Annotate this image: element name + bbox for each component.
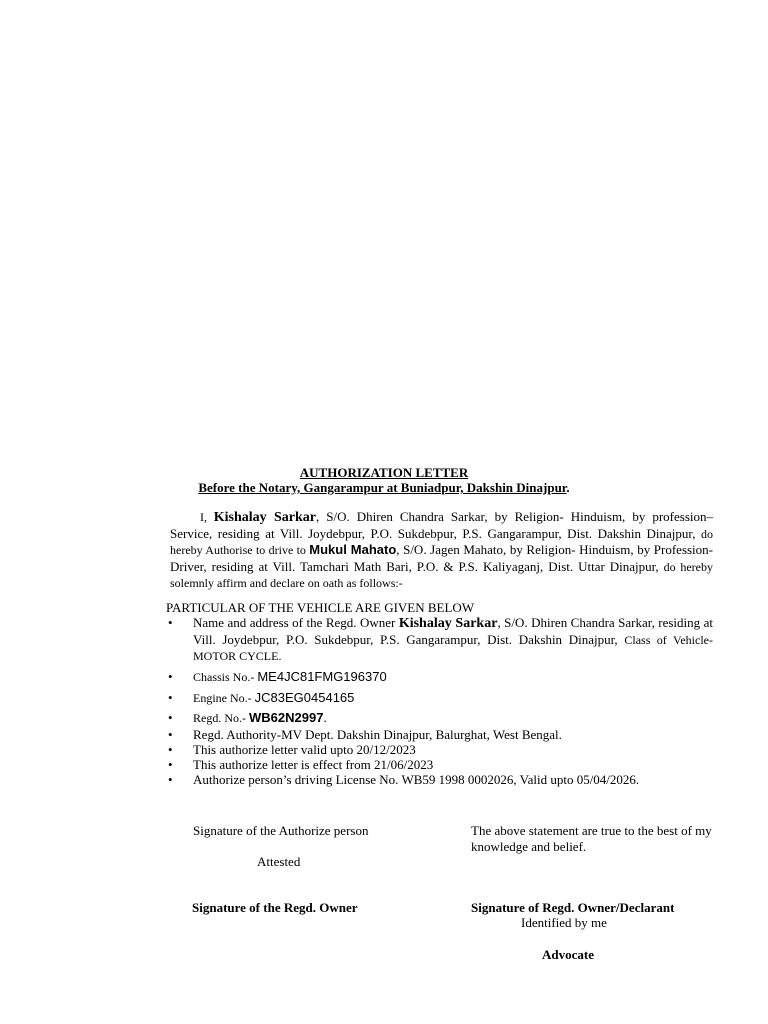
regd-value: WB62N2997 — [249, 709, 324, 725]
bullet-icon: • — [168, 668, 173, 684]
list-item-authority — [166, 727, 713, 742]
subtitle-text: Before the Notary, Gangarampur at Buniadpur, Dakshin Dinajpur — [198, 480, 567, 495]
intro-text-3: do hereby Authorise to drive to — [170, 526, 713, 557]
bullet-icon: • — [168, 756, 173, 772]
bullet-icon: • — [168, 709, 173, 725]
bullet-icon: • — [168, 726, 173, 742]
attested-text: Attested — [257, 854, 301, 869]
list-item-regd — [166, 710, 713, 726]
list-item-engine — [166, 690, 713, 706]
owner-name: Kishalay Sarkar — [213, 510, 316, 525]
bullet-icon: • — [168, 689, 173, 705]
regd-end: . — [323, 709, 327, 725]
owner-item-class: Class of Vehicle- MOTOR CYCLE. — [193, 632, 714, 663]
list-item-effect-from — [166, 757, 713, 772]
license-text: Authorize person’s driving License No. WB59 1998 0002026, Valid upto 05/04/2026. — [193, 771, 640, 787]
intro-text-2: , S/O. Dhiren Chandra Sarkar, by Religion- Hinduism, by profession– Service, residing at Vill. Joydebpur, P.O. Sukdebpur, P.S. Gangarampur, Dist. Dakshin Dinajpur, — [170, 509, 714, 541]
document-subtitle — [0, 480, 768, 496]
list-item-owner — [166, 615, 713, 665]
authority-text: Regd. Authority-MV Dept. Dakshin Dinajpur, Balurghat, West Bengal. — [193, 726, 562, 742]
bullet-icon: • — [168, 771, 173, 787]
bullet-icon: • — [168, 741, 173, 757]
driver-name: Mukul Mahato — [309, 542, 397, 557]
intro-text-1: I, — [200, 510, 214, 524]
intro-text-5: do hereby solemnly affirm and declare on oath as follows:- — [170, 559, 713, 590]
advocate-text: Advocate — [542, 947, 594, 962]
chassis-label: Chassis No.- — [193, 669, 258, 684]
intro-paragraph — [170, 509, 713, 592]
identified-text: Identified by me — [521, 915, 607, 930]
owner-item-text-1: Name and address of the Regd. Owner — [193, 615, 399, 630]
effect-from-text: This authorize letter is effect from 21/06/2023 — [193, 756, 434, 772]
list-item-chassis — [166, 669, 713, 685]
particulars-list — [166, 615, 713, 787]
engine-label: Engine No.- — [193, 690, 255, 705]
intro-text-4: , S/O. Jagen Mahato, by Religion- Hinduism, by Profession- Driver, residing at Vill. Tamchari Math Bari, P.O. & P.S. Kaliyaganj, Dist. Uttar Dinajpur, — [170, 542, 714, 574]
owner-item-text-2: , S/O. Dhiren Chandra Sarkar, residing at Vill. Joydebpur, P.O. Sukdebpur, P.S. Gangarampur, Dist. Dakshin Dinajpur, — [193, 615, 714, 647]
statement-text: The above statement are true to the best of my knowledge and belief. — [471, 823, 712, 854]
list-item-license — [166, 772, 713, 787]
regd-label: Regd. No.- — [193, 710, 249, 725]
signature-owner-declarant: Signature of Regd. Owner/Declarant — [471, 900, 675, 915]
signature-regd-owner: Signature of the Regd. Owner — [192, 900, 358, 915]
list-item-valid-upto — [166, 742, 713, 757]
engine-value: JC83EG0454165 — [254, 689, 355, 705]
signature-authorize-person: Signature of the Authorize person — [193, 823, 369, 838]
valid-upto-text: This authorize letter valid upto 20/12/2023 — [193, 741, 416, 757]
owner-item-name: Kishalay Sarkar — [398, 616, 498, 631]
bullet-icon: • — [168, 615, 173, 630]
chassis-value: ME4JC81FMG196370 — [257, 668, 387, 684]
subtitle-period: . — [566, 480, 570, 495]
document-title: AUTHORIZATION LETTER — [299, 465, 469, 480]
particulars-heading: PARTICULAR OF THE VEHICLE ARE GIVEN BELOW — [166, 600, 475, 615]
